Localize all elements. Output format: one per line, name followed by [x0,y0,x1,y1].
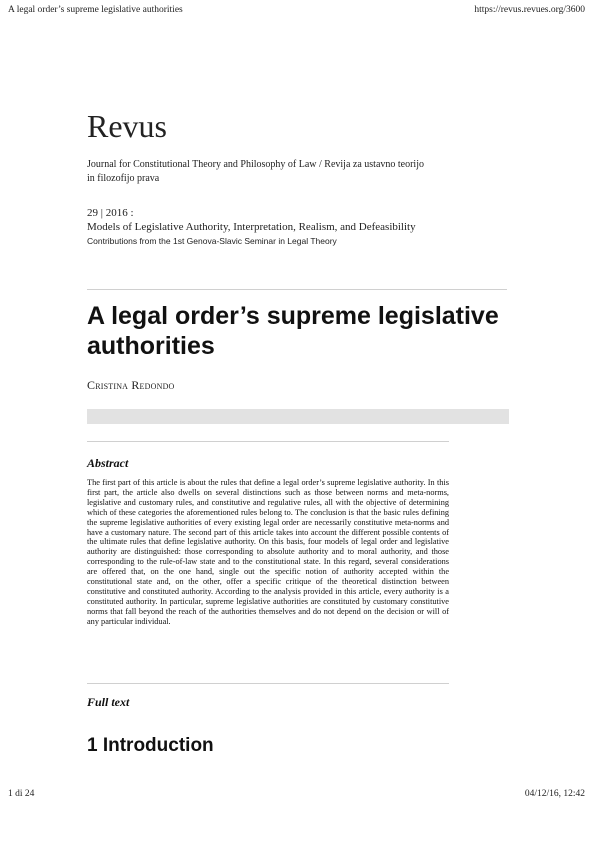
print-timestamp: 04/12/16, 12:42 [524,789,585,799]
full-text-heading: Full text [87,695,130,709]
divider [87,683,449,684]
abstract-heading: Abstract [87,456,129,470]
issue-title[interactable]: Models of Legislative Authority, Interpretation, Realism, and Defeasibility [87,221,416,233]
page-counter: 1 di 24 [8,789,35,799]
divider [87,289,507,290]
print-header-title: A legal order’s supreme legislative authorities [8,5,183,15]
article-title: A legal order’s supreme legislative authorities [87,302,499,360]
journal-title[interactable]: Revus [87,108,167,144]
issue-subtitle: Contributions from the 1st Genova-Slavic Seminar in Legal Theory [87,236,337,246]
toolbar-placeholder-bar [87,409,509,424]
section-heading: 1 Introduction [87,735,214,756]
divider [87,441,449,442]
author-name[interactable]: Cristina Redondo [87,378,175,392]
journal-description: Journal for Constitutional Theory and Philosophy of Law / Revija za ustavno teorijo in filozofijo prava [87,159,424,184]
issue-number[interactable]: 29 | 2016 : [87,207,134,219]
print-header-url[interactable]: https://revus.revues.org/3600 [474,5,585,15]
print-footer [8,789,585,799]
print-header [8,5,585,15]
abstract-text: The first part of this article is about the rules that define a legal order’s supreme legislative authority. In this first part, the article also dwells on several distinctions such as those between norms and meta-norms, legislative and customary rules, and constitutive and regulative rules, all with the objective of determining which of these categories the aforementioned rules belong to. The conclusion is that the basic rules defining the supreme legislative authorities of every existing legal order are necessarily constitutive meta-norms and have a customary nature. The second part of this article takes into account the different possible contents of the ultimate rules that define legislative authority. On this basis, four models of legal order and legislative authority are distinguished: those corresponding to absolute authority and to moral authority, and those corresponding to the rule-of-law state and to the constitutional state. In this regard, several considerations are offered that, on the one hand, single out the specific notion of authority accepted within the constitutional state and, on the other, offer a specific critique of the theoretical distinction between constitutive and constituted authority. According to the analysis provided in this article, every authority is a constituted authority. In particular, supreme legislative authorities are constituted by customary constitutive norms that fall beyond the reach of the authorities themselves and do not depend on the decision or will of any particular individual. [87,478,449,626]
